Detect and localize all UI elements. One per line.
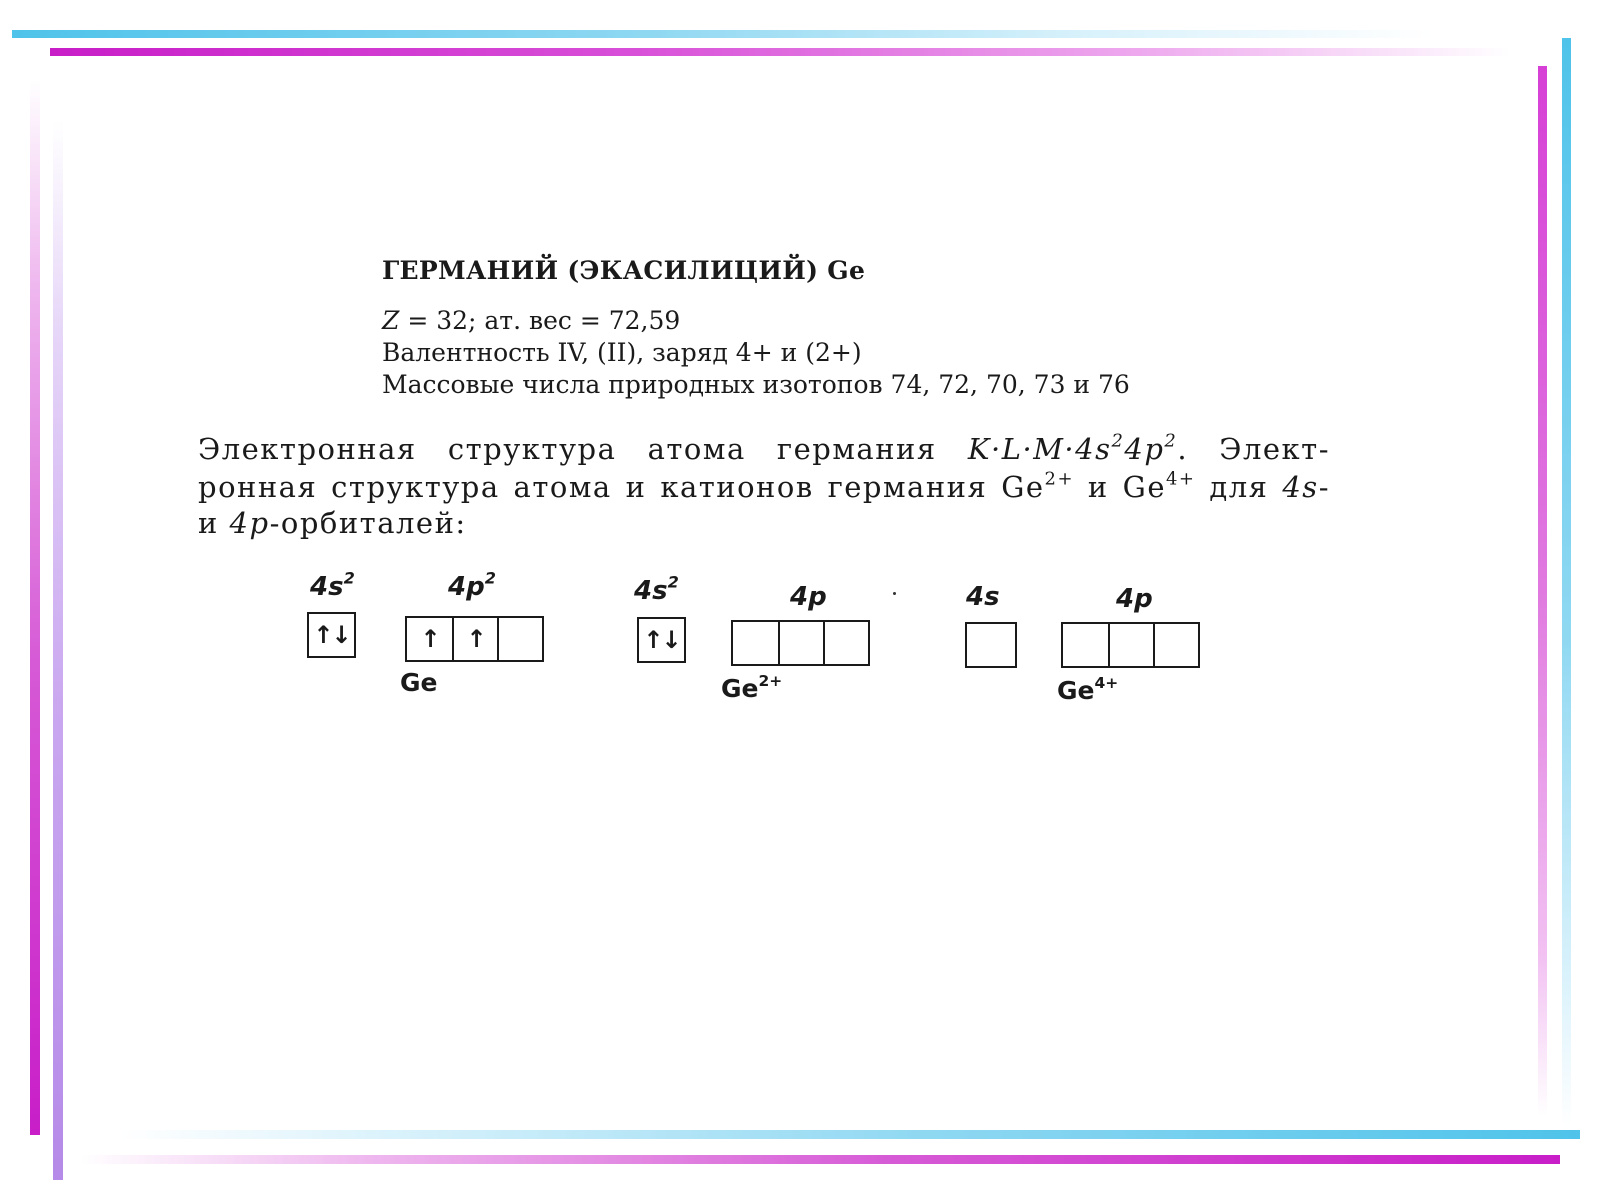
frame-bottom-magenta-bar xyxy=(80,1155,1560,1164)
ge-4s-label: $4s^2$ xyxy=(310,568,355,602)
ge4-4p-label: 4p xyxy=(1116,584,1153,614)
orbital-cell: ↑↓ xyxy=(643,626,680,654)
orbital-cell xyxy=(823,622,868,664)
paragraph-line-3: и 4p-орбиталей: xyxy=(198,506,467,540)
frame-left-lilac-bar xyxy=(53,120,63,1180)
orbital-cell: ↑ xyxy=(420,625,439,653)
orbital-cell: ↑↓ xyxy=(313,621,350,649)
orbital-cell xyxy=(967,624,1015,666)
ion-label-ge: Ge xyxy=(400,668,438,697)
ge2-4s-label: $4s^2$ xyxy=(634,572,679,606)
ge-4p-orbital-boxes xyxy=(405,616,544,662)
orbital-cell xyxy=(1153,624,1198,666)
frame-left-magenta-bar xyxy=(30,80,40,1135)
orbital-cell xyxy=(1063,624,1108,666)
isotopes-line: Массовые числа природных изотопов 74, 72, 70, 73 и 76 xyxy=(382,370,1130,399)
frame-top-magenta-bar xyxy=(50,48,1510,56)
orbital-cell xyxy=(733,622,778,664)
electron-formula: $K\cdot L\cdot M\cdot 4s^24p^2$ xyxy=(967,430,1178,466)
valence-line: Валентность IV, (II), заряд 4+ и (2+) xyxy=(382,338,862,367)
ion-label-ge2plus: $Ge^{2+}$ xyxy=(721,672,783,703)
ge-4p-label: $4p^2$ xyxy=(448,568,496,602)
stray-dot xyxy=(893,592,896,595)
ge2-4s-orbital-box xyxy=(637,617,686,663)
ge4-4s-label: 4s xyxy=(966,582,1000,612)
orbital-cell xyxy=(497,618,542,660)
ge4-4p-orbital-boxes xyxy=(1061,622,1200,668)
ge-4s-orbital-box xyxy=(307,612,356,658)
paragraph-line-1: Электронная структура атома германия $K\cdot L\cdot M\cdot 4s^24p^2$. Элект- xyxy=(198,430,1330,466)
orbital-cell: ↑ xyxy=(452,618,497,660)
ge2-4p-label: 4p xyxy=(790,582,827,612)
orbital-cell xyxy=(1108,624,1153,666)
frame-bottom-cyan-bar xyxy=(120,1130,1580,1139)
orbital-cell xyxy=(778,622,823,664)
z-value-text: = 32; ат. вес = 72,59 xyxy=(399,306,681,335)
atomic-number-weight xyxy=(382,306,680,335)
ion-label-ge4plus: $Ge^{4+}$ xyxy=(1057,674,1119,705)
element-title: ГЕРМАНИЙ (ЭКАСИЛИЦИЙ) Ge xyxy=(382,256,866,285)
frame-right-magenta-bar xyxy=(1538,66,1547,1116)
frame-top-cyan-bar xyxy=(12,30,1432,38)
ge2-4p-orbital-boxes xyxy=(731,620,870,666)
paragraph-line-2: ронная структура атома и катионов германия $Ge^{2+}$ и $Ge^{4+}$ для 4s- xyxy=(198,468,1331,504)
frame-right-cyan-bar xyxy=(1562,38,1571,1128)
z-symbol: Z xyxy=(382,306,400,335)
ge4-4s-orbital-box xyxy=(965,622,1017,668)
